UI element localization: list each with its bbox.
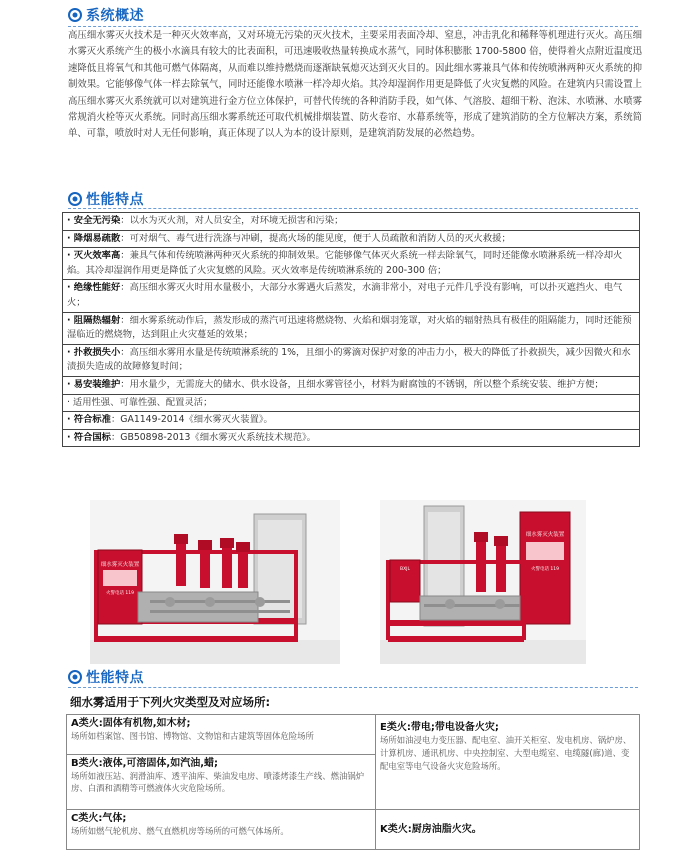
equipment-photo-left: [90, 500, 340, 664]
equipment-illustration-right: [380, 500, 586, 664]
class-e-cell: [376, 715, 640, 810]
class-b-body: 场所如液压站、润滑油库、透平油库、柴油发电房、喷漆烤漆生产线、燃油锅炉房、白酒和酒精等可燃液体火灾危险场所。: [71, 770, 365, 794]
table-row: [63, 280, 640, 312]
table-row: [63, 412, 640, 430]
equipment-photo-right: [380, 500, 586, 664]
feature-label: · 绝缘性能好: [67, 282, 121, 294]
table-row: [67, 715, 640, 755]
table-row: [67, 810, 640, 850]
table-row: [63, 344, 640, 376]
feature-text: ：细水雾系统动作后，蒸发形成的蒸汽可迅速将燃烧物、火焰和烟羽笼罩，对火焰的辐射热具有极佳的阻隔能力，同时还能预湿临近的燃烧物，达到阻止火灾蔓延的效果；: [67, 314, 632, 341]
applications-subtitle: 细水雾适用于下列火灾类型及对应场所:: [70, 695, 271, 709]
panel-sub: 火警电话 119: [530, 567, 560, 572]
feature-cell: [63, 248, 640, 280]
class-a-cell: [67, 715, 376, 755]
feature-label: · 扑救损失小: [67, 346, 121, 358]
class-c-cell: [67, 810, 376, 850]
class-c-head: C类火:气体;: [71, 813, 127, 825]
feature-cell: [63, 394, 640, 412]
overview-paragraph: 高压细水雾灭火技术是一种灭火效率高，又对环境无污染的灭火技术，主要采用表面冷却、窒息，冲击乳化和稀释等机理进行灭火。高压细水雾灭火系统产生的极小水滴具有较大的比表面积，可迅速吸收热量转换成水蒸气，同时体积膨胀 1700-5800 倍，使得着火点附近温度迅速降低且将氧气和其他可燃气体隔离，从而难以维持燃烧而逐渐缺氧熄灭达到灭火目的。因此细水雾兼具气体和传统喷淋两种灭火系统的抑制效果。它能够像气体一样去除氧气，同时还能像水喷淋一样冷却火焰。其冷却湿润作用更是降低了火灾复燃的风险。在建筑内只需设置上高压细水雾灭火系统就可以对建筑进行金方位立体保护，可替代传统的各种消防手段，如气体、气溶胶、超细干粉、泡沫、水喷淋、水喷雾常规消火栓等灭火系统。同时高压细水雾系统还可取代机械排烟装置、防火卷帘、水幕系统等，形成了建筑消防的全方位解决方案，系统简单、可靠，喷放时对人无任何影响，真正体现了以人为本的设计原则，是建筑消防发展的必然趋势。: [68, 30, 642, 140]
class-b-cell: [67, 754, 376, 810]
class-a-body: 场所如档案馆、图书馆、博物馆、文物馆和古建筑等固体危险场所: [71, 731, 314, 741]
table-row: [63, 429, 640, 447]
feature-label: · 灭火效率高: [67, 250, 121, 262]
table-row: [63, 394, 640, 412]
feature-cell: [63, 280, 640, 312]
feature-cell: [63, 344, 640, 376]
feature-cell: [63, 376, 640, 394]
applications-section-header: [68, 668, 144, 686]
overview-title: 系统概述: [86, 8, 144, 24]
panel-sub: 火警电话 119: [105, 591, 135, 596]
panel-label: 细水雾灭火装置: [525, 532, 565, 538]
target-icon: [68, 8, 82, 22]
equipment-illustration-left: [90, 500, 340, 664]
feature-label: · 符合国标: [67, 431, 111, 443]
features-title: 性能特点: [86, 192, 144, 208]
feature-cell: [63, 412, 640, 430]
feature-text: ：GB50898-2013《细水雾灭火系统技术规范》。: [110, 431, 316, 443]
feature-text: ：用水量少，无需庞大的储水、供水设备，且细水雾管径小，材料为耐腐蚀的不锈钢，所以整个系统安装、维护方便；: [120, 378, 604, 390]
table-row: [63, 248, 640, 280]
class-k-head: K类火:厨房油脂火灾。: [380, 824, 482, 836]
feature-text: ：高压细水雾灭火时用水量极小，大部分水雾遇火后蒸发，水滴非常小，对电子元件几乎没有影响，可以扑灭遮挡火、电气火；: [67, 282, 623, 308]
overview-section-header: [68, 6, 144, 24]
feature-text: ：GA1149-2014《细水雾灭火装置》。: [110, 414, 273, 426]
panel-label: 细水雾灭火装置: [100, 562, 140, 568]
feature-text: · 适用性强、可靠性强、配置灵活；: [67, 396, 213, 408]
class-k-cell: [376, 810, 640, 850]
class-e-head: E类火:带电;带电设备火灾;: [380, 722, 499, 733]
feature-cell: [63, 230, 640, 248]
applications-divider: [68, 687, 638, 689]
target-icon: [68, 192, 82, 206]
feature-text: ：高压细水雾用水量是传统喷淋系统的 1%，且细小的雾滴对保护对象的冲击力小，极大的降低了扑救损失，减少因微火和水渍损失造成的故障修复时间；: [67, 346, 631, 373]
fire-class-table: [66, 714, 640, 850]
class-c-body: 场所如燃气轮机房、燃气直燃机房等场所的可燃气体场所。: [71, 826, 289, 837]
class-a-head: A类火:固体有机物,如木材;: [71, 718, 191, 729]
feature-label: · 降烟易疏散: [67, 232, 121, 244]
target-icon: [68, 670, 82, 684]
feature-cell: [63, 213, 640, 231]
class-e-body: 场所如油浸电力变压器、配电室、油开关柜室、发电机房、锅炉房、计算机房、通讯机房、中央控制室、大型电缆室、电缆隧(廊)道、变配电室等电气设备火灾危险场所。: [380, 735, 632, 771]
feature-text: ：以水为灭火剂，对人员安全，对环境无损害和污染；: [120, 215, 344, 226]
brand-label: BXJL: [399, 567, 411, 572]
feature-label: · 符合标准: [67, 414, 111, 426]
feature-text: ：可对烟气、毒气进行洗涤与冲刷，提高火场的能见度，便于人员疏散和消防人员的灭火救援；: [120, 232, 511, 244]
features-section-header: [68, 190, 144, 208]
applications-title: 性能特点: [86, 670, 144, 686]
table-row: [63, 230, 640, 248]
class-b-head: B类火:液体,可溶固体,如汽油,蜡;: [71, 757, 219, 769]
feature-label: · 阻隔热辐射: [67, 314, 121, 326]
table-row: [63, 213, 640, 231]
feature-label: · 安全无污染: [67, 215, 121, 226]
feature-label: · 易安装维护: [67, 378, 121, 390]
table-row: [63, 312, 640, 344]
table-row: [63, 376, 640, 394]
feature-cell: [63, 429, 640, 447]
feature-text: ：兼具气体和传统喷淋两种灭火系统的抑制效果。它能够像气体灭火系统一样去除氧气，同时还能像水喷淋系统一样冷却火焰。其冷却湿润作用更是降低了火灾复燃的风险。灭火效率是传统喷淋系统的 200-300 倍；: [67, 250, 623, 276]
features-table: [62, 212, 640, 447]
feature-cell: [63, 312, 640, 344]
features-divider: [68, 208, 638, 210]
